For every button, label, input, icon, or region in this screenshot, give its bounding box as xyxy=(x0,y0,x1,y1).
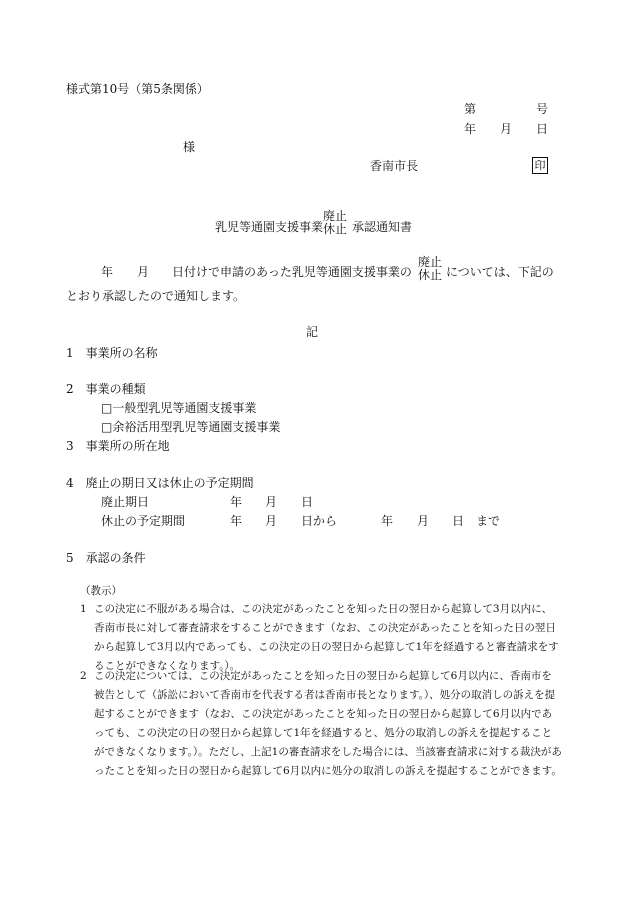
title-suffix: 承認通知書 xyxy=(352,220,413,234)
reference-go: 号 xyxy=(536,102,549,116)
notice-item-1-text: この決定に不服がある場合は、この決定があったことを知った日の翌日から起算して3月以内に、香南市長に対して審査請求をすることができます（なお、この決定があったことを知った日の翌日から起算して3月以内であっても、この決定の日の翌日から起算して1年を経過すると審査請求をすることができなくなります。）。 xyxy=(94,603,559,672)
suspend-start-year: 年 xyxy=(230,514,243,528)
abolish-date-month: 月 xyxy=(265,495,278,509)
suspend-end-day: 日 まで xyxy=(452,514,501,528)
title-option-suspend: 休止 xyxy=(323,222,348,236)
suspend-start-day: 日から xyxy=(301,514,338,528)
title-option-abolish: 廃止 xyxy=(323,209,348,223)
notice-item-2-number: 2 xyxy=(80,670,87,682)
abolish-date-year: 年 xyxy=(230,495,243,509)
date-day: 日 xyxy=(536,122,549,136)
suspend-start-month: 月 xyxy=(265,514,278,528)
issuer-name: 香南市長 xyxy=(370,159,419,173)
section-1-facility-name: 1 事業所の名称 xyxy=(66,346,158,360)
section-4-period: 4 廃止の期日又は休止の予定期間 xyxy=(66,476,254,490)
body-line1-end: については、下記の xyxy=(446,265,554,279)
suspend-period-label: 休止の予定期間 xyxy=(101,514,186,528)
section-3-facility-address: 3 事業所の所在地 xyxy=(66,439,170,453)
abolish-date-day: 日 xyxy=(301,495,314,509)
notice-item-1-number: 1 xyxy=(80,603,87,615)
notice-item-2-text: この決定については、この決定があったことを知った日の翌日から起算して6月以内に、香南市を被告として（訴訟において香南市を代表する者は香南市長となります。）、処分の取消しの訴えを提起することができます（なお、この決定があったことを知った日の翌日から起算して6月以内であっても、この決定の日の翌日から起算して1年を経過すると、処分の取消しの訴えを提起することができなくなります。）。ただし、上記1の審査請求をした場合には、当該審査請求に対する裁決があったことを知った日の翌日から起算して6月以内に処分の取消しの訴えを提起することができます。 xyxy=(94,670,562,777)
date-month: 月 xyxy=(500,122,513,136)
body-line2: とおり承認したので通知します。 xyxy=(66,289,246,303)
body-option-stack xyxy=(418,256,442,282)
body-option-suspend: 休止 xyxy=(418,268,443,282)
title-option-stack xyxy=(323,210,347,236)
suspend-end-month: 月 xyxy=(417,514,430,528)
seal-mark: 印 xyxy=(532,157,548,174)
section-2-business-type: 2 事業の種類 xyxy=(66,382,146,396)
title-prefix: 乳児等通園支援事業 xyxy=(215,220,324,234)
body-line1-mid: 日付けで申請のあった乳児等通園支援事業の xyxy=(172,265,412,279)
abolish-date-label: 廃止期日 xyxy=(101,495,150,509)
body-month: 月 xyxy=(137,265,150,279)
date-year: 年 xyxy=(464,122,477,136)
body-year: 年 xyxy=(101,265,114,279)
notice-heading: （教示） xyxy=(80,585,122,597)
reference-dai: 第 xyxy=(464,102,477,116)
suspend-end-year: 年 xyxy=(381,514,394,528)
checkbox-general-type: □一般型乳児等通園支援事業 xyxy=(101,401,257,415)
ki-heading: 記 xyxy=(306,325,319,339)
form-number: 様式第10号（第5条関係） xyxy=(66,82,209,96)
addressee-suffix: 様 xyxy=(183,140,196,154)
section-5-conditions: 5 承認の条件 xyxy=(66,551,146,565)
checkbox-surplus-type: □余裕活用型乳児等通園支援事業 xyxy=(101,420,281,434)
body-option-abolish: 廃止 xyxy=(418,255,443,269)
